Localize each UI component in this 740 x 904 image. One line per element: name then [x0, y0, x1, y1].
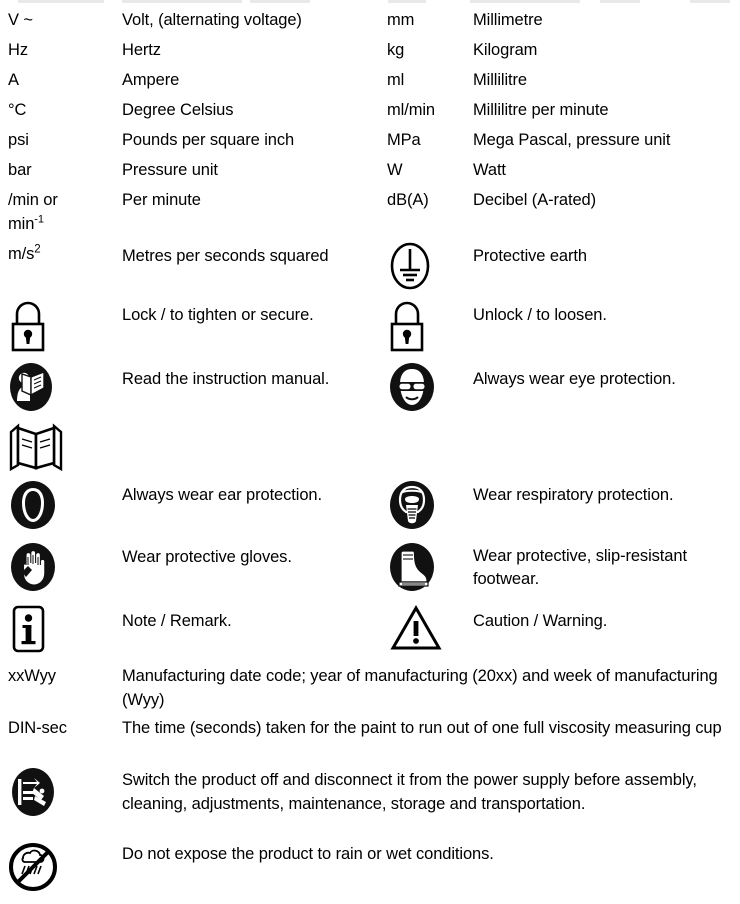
description-text: Switch the product off and disconnect it from the power supply before assembly, cleaning, adjustments, maintenance, storage and transportation.	[122, 771, 697, 813]
description-cell-2	[473, 4, 740, 32]
symbol-cell-2	[387, 477, 473, 536]
description-cell	[122, 601, 387, 633]
description-cell-wide	[122, 764, 740, 816]
description-cell-2	[473, 34, 740, 62]
description-text: Do not expose the product to rain or wet conditions.	[122, 845, 494, 863]
table-row-acceleration	[0, 238, 740, 297]
symbol-text: ml	[387, 71, 405, 89]
symbol-cell-2	[387, 601, 473, 658]
symbol-cell-2	[387, 297, 473, 359]
description-text: Degree Celsius	[122, 101, 234, 119]
description-cell	[122, 359, 387, 391]
symbol-text: psi	[8, 131, 29, 149]
symbol-cell	[0, 660, 122, 688]
symbol-cell-2	[387, 184, 473, 212]
table-row	[0, 4, 740, 34]
symbol-cell	[0, 539, 122, 598]
symbol-cell	[0, 359, 122, 477]
symbol-text-superscript: -1	[34, 213, 44, 226]
description-cell	[122, 4, 387, 32]
information-note-icon	[8, 603, 122, 660]
description-cell-2	[473, 124, 740, 152]
symbol-text: Hz	[8, 41, 28, 59]
table-row-per-minute	[0, 184, 740, 238]
symbol-cell	[0, 764, 122, 823]
description-text: Always wear eye protection.	[473, 370, 676, 388]
description-text: Millilitre per minute	[473, 101, 609, 119]
symbol-text: kg	[387, 41, 405, 59]
table-row	[0, 94, 740, 124]
table-row-gloves	[0, 539, 740, 601]
description-text: Mega Pascal, pressure unit	[473, 131, 671, 149]
description-cell	[122, 124, 387, 152]
description-cell-2	[473, 94, 740, 122]
description-cell	[122, 539, 387, 569]
symbol-text-line2	[8, 212, 122, 236]
description-text: Wear protective gloves.	[122, 548, 292, 566]
description-text: The time (seconds) taken for the paint to run out of one full viscosity measuring cup	[122, 719, 722, 737]
description-cell-2	[473, 238, 740, 268]
description-text: Kilogram	[473, 41, 538, 59]
symbol-cell-2	[387, 238, 473, 297]
description-text: Metres per seconds squared	[122, 247, 329, 265]
description-cell-wide	[122, 838, 740, 866]
table-row-date-code	[0, 660, 740, 712]
symbol-cell-2	[387, 359, 473, 418]
description-text: Always wear ear protection.	[122, 486, 322, 504]
symbol-text-base: min	[8, 215, 35, 233]
symbol-text: ml/min	[387, 101, 435, 119]
symbol-text: bar	[8, 161, 32, 179]
symbol-text: MPa	[387, 131, 421, 149]
description-cell	[122, 297, 387, 327]
respiratory-protection-icon	[387, 479, 473, 536]
description-text: Ampere	[122, 71, 180, 89]
symbol-cell	[0, 838, 122, 899]
description-text: Decibel (A-rated)	[473, 191, 597, 209]
table-row-read-manual	[0, 359, 740, 477]
symbol-text: dB(A)	[387, 191, 429, 209]
symbol-cell-2	[387, 124, 473, 152]
table-row-ear-protection	[0, 477, 740, 539]
description-cell-2	[473, 64, 740, 92]
description-text: Pounds per square inch	[122, 131, 295, 149]
description-cell-wide	[122, 712, 740, 740]
table-row-lock	[0, 297, 740, 359]
symbol-cell-2	[387, 4, 473, 32]
symbol-cell	[0, 477, 122, 536]
symbol-cell-2	[387, 34, 473, 62]
description-cell-2	[473, 154, 740, 182]
description-cell	[122, 64, 387, 92]
symbol-cell	[0, 64, 122, 92]
symbol-cell	[0, 124, 122, 152]
description-text: Millimetre	[473, 11, 543, 29]
description-text: Note / Remark.	[122, 612, 232, 630]
read-manual-icon	[8, 361, 122, 418]
symbol-text-base: m/s	[8, 245, 35, 263]
description-cell	[122, 477, 387, 507]
symbol-cell	[0, 238, 122, 266]
description-text: Caution / Warning.	[473, 612, 608, 630]
description-text: Millilitre	[473, 71, 527, 89]
description-cell	[122, 238, 387, 268]
glossary-table	[0, 4, 740, 899]
table-row	[0, 154, 740, 184]
description-cell	[122, 184, 387, 212]
protective-gloves-icon	[8, 541, 122, 598]
table-row-disconnect-power	[0, 764, 740, 838]
symbol-cell	[0, 601, 122, 660]
symbol-text: A	[8, 71, 19, 89]
eye-protection-icon	[387, 361, 473, 418]
symbol-cell	[0, 184, 122, 236]
symbol-cell-2	[387, 64, 473, 92]
description-text: Volt, (alternating voltage)	[122, 11, 302, 29]
description-text: Lock / to tighten or secure.	[122, 306, 314, 324]
description-cell	[122, 34, 387, 62]
symbol-cell	[0, 4, 122, 32]
description-text: Protective earth	[473, 247, 587, 265]
table-row-din-sec	[0, 712, 740, 764]
symbol-cell	[0, 94, 122, 122]
description-text: Unlock / to loosen.	[473, 306, 607, 324]
symbol-text: V ~	[8, 11, 33, 29]
symbol-text-superscript: 2	[34, 243, 41, 256]
symbol-text: °C	[8, 101, 27, 119]
padlock-closed-icon	[8, 299, 122, 359]
description-cell-2	[473, 477, 740, 507]
symbol-cell-2	[387, 154, 473, 182]
description-text: Per minute	[122, 191, 201, 209]
symbol-cell	[0, 712, 122, 740]
description-text: Wear respiratory protection.	[473, 486, 674, 504]
padlock-open-icon	[387, 299, 473, 359]
table-row	[0, 34, 740, 64]
symbol-text: DIN-sec	[8, 719, 67, 737]
symbol-cell	[0, 297, 122, 359]
description-cell-2	[473, 539, 740, 591]
ear-protection-icon	[8, 479, 122, 536]
symbol-text: mm	[387, 11, 415, 29]
description-cell-2	[473, 184, 740, 212]
protective-earth-icon	[387, 240, 473, 297]
table-row-no-rain	[0, 838, 740, 899]
description-cell	[122, 154, 387, 182]
disconnect-power-icon	[8, 766, 122, 823]
description-text: Watt	[473, 161, 506, 179]
description-text: Manufacturing date code; year of manufacturing (20xx) and week of manufacturing (Wyy)	[122, 667, 718, 709]
symbol-cell-2	[387, 539, 473, 598]
description-text: Wear protective, slip-resistant footwear.	[473, 547, 692, 588]
description-cell-2	[473, 601, 740, 633]
symbol-text-line1: /min or	[8, 191, 58, 209]
description-text: Hertz	[122, 41, 161, 59]
symbol-text: W	[387, 161, 403, 179]
symbol-text	[8, 238, 122, 266]
symbol-text: xxWyy	[8, 667, 56, 685]
description-cell	[122, 94, 387, 122]
table-row-note	[0, 601, 740, 660]
description-text: Pressure unit	[122, 161, 218, 179]
protective-footwear-icon	[387, 541, 473, 598]
warning-triangle-icon	[390, 603, 473, 658]
no-rain-icon	[8, 840, 122, 899]
description-cell-2	[473, 297, 740, 327]
table-row	[0, 124, 740, 154]
open-book-icon	[8, 422, 122, 477]
symbol-cell-2	[387, 94, 473, 122]
symbol-cell	[0, 154, 122, 182]
symbol-cell	[0, 34, 122, 62]
description-cell-2	[473, 359, 740, 391]
table-row	[0, 64, 740, 94]
description-text: Read the instruction manual.	[122, 370, 330, 388]
description-cell-wide	[122, 660, 740, 712]
